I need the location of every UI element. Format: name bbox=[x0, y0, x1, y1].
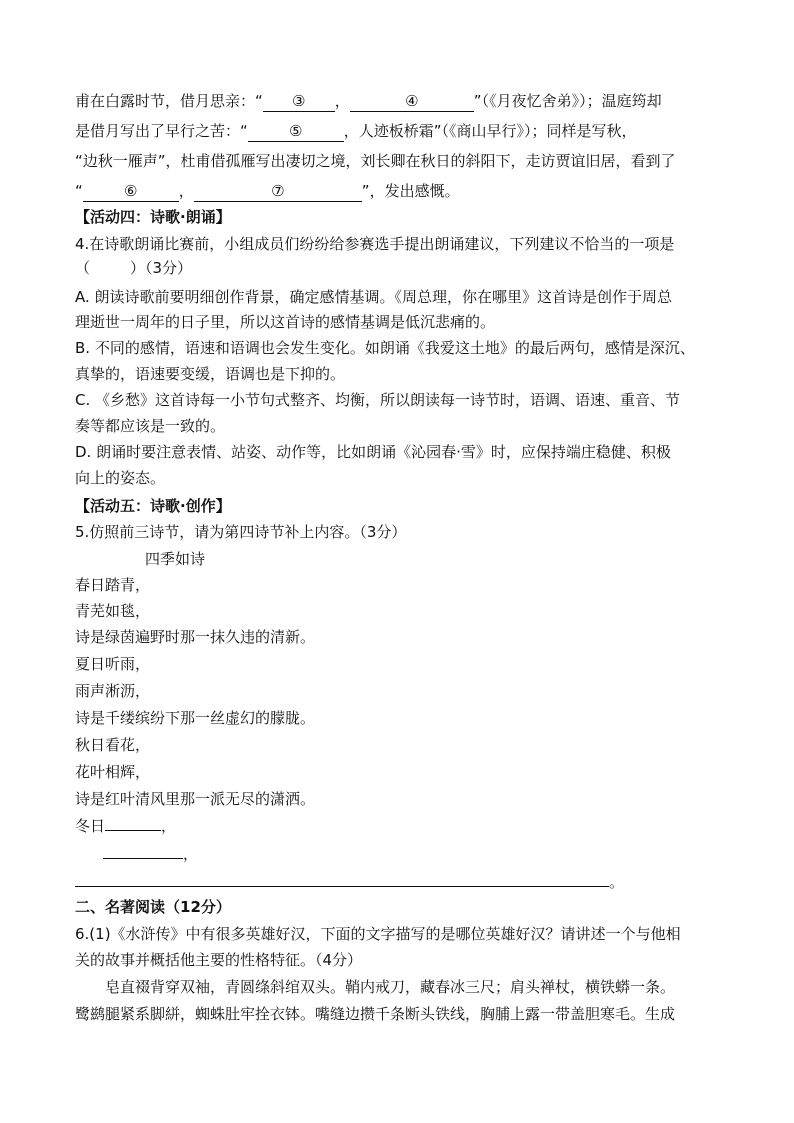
poem-line: 诗是红叶清风里那一派无尽的潇洒。 bbox=[75, 790, 316, 808]
text: 是借月写出了早行之苦：“ bbox=[75, 122, 248, 140]
option-c-line1: C. 《乡愁》这首诗每一小节句式整齐、均衡，所以朗读每一诗节时，语调、语速、重音、节 bbox=[75, 391, 681, 409]
winter-blank-1[interactable] bbox=[105, 830, 161, 831]
blank-7[interactable] bbox=[194, 181, 362, 202]
blank-4[interactable] bbox=[350, 91, 474, 112]
blank-6[interactable] bbox=[83, 181, 179, 202]
text-line bbox=[75, 88, 662, 114]
question-6-line1: 6.(1)《水浒传》中有很多英雄好汉，下面的文字描写的是哪位英雄好汉？请讲述一个与他相 bbox=[75, 925, 681, 943]
blank-3[interactable] bbox=[263, 91, 335, 112]
text: ， bbox=[183, 845, 199, 863]
poem-line: 诗是千缕缤纷下那一丝虚幻的朦胧。 bbox=[75, 709, 316, 727]
poem-line: 春日踏青， bbox=[75, 576, 151, 594]
text: ， bbox=[178, 182, 194, 200]
passage-line1: 皂直裰背穿双袖，青圆绦斜绾双头。鞘内戒刀，藏春冰三尺；肩头禅杖，横铁蟒一条。 bbox=[105, 978, 676, 996]
text: 。 bbox=[609, 873, 625, 891]
question-6-line2: 关的故事并概括他主要的性格特征。（4分） bbox=[75, 951, 363, 969]
question-5: 5.仿照前三诗节，请为第四诗节补上内容。（3分） bbox=[75, 523, 407, 541]
poem-line: 秋日看花， bbox=[75, 736, 151, 754]
blank-marker: ⑦ bbox=[271, 182, 285, 200]
poem-line: 雨声淅沥， bbox=[75, 682, 151, 700]
option-a-line2: 理逝世一周年的日子里，所以这首诗的感情基调是低沉悲痛的。 bbox=[75, 313, 496, 331]
text-line bbox=[75, 148, 676, 174]
paren-open: （ bbox=[75, 259, 91, 277]
option-b-line2: 真挚的，语速要变缓，语调也是下抑的。 bbox=[75, 365, 346, 383]
winter-line bbox=[75, 813, 176, 839]
text-line bbox=[75, 118, 637, 144]
winter-line-2 bbox=[103, 841, 198, 867]
option-b-line1: B. 不同的感情，语速和语调也会发生变化。如朗诵《我爱这土地》的最后两句，感情是深沉、 bbox=[75, 339, 695, 357]
blank-marker: ⑥ bbox=[124, 182, 138, 200]
text: ”（《月夜忆舍弟》）；温庭筠却 bbox=[473, 92, 662, 110]
poem-line: 夏日听雨， bbox=[75, 655, 151, 673]
option-c-line2: 奏等都应该是一致的。 bbox=[75, 417, 226, 435]
poem-title: 四季如诗 bbox=[145, 550, 206, 568]
activity-5-heading: 【活动五：诗歌·创作】 bbox=[75, 497, 231, 515]
poem-line: 花叶相辉， bbox=[75, 763, 151, 781]
text-line bbox=[75, 178, 460, 204]
blank-5[interactable] bbox=[248, 121, 344, 142]
option-a-line1: A. 朗读诗歌前要明细创作背景，确定感情基调。《周总理，你在哪里》这首诗是创作于周总 bbox=[75, 288, 673, 306]
text: “ bbox=[75, 182, 83, 200]
blank-marker: ④ bbox=[405, 92, 419, 110]
text: ， bbox=[161, 817, 177, 835]
question-4-answer-line bbox=[75, 255, 192, 281]
winter-blank-3[interactable] bbox=[75, 886, 609, 887]
score-text: ）（3分） bbox=[130, 259, 193, 277]
text: ， bbox=[334, 92, 350, 110]
winter-blank-2[interactable] bbox=[103, 858, 183, 859]
activity-4-heading: 【活动四：诗歌·朗诵】 bbox=[75, 208, 231, 226]
text: 甫在白露时节，借月思亲：“ bbox=[75, 92, 263, 110]
blank-marker: ③ bbox=[292, 92, 306, 110]
poem-line: 诗是绿茵遍野时那一抹久违的清新。 bbox=[75, 628, 316, 646]
question-4: 4.在诗歌朗诵比赛前，小组成员们纷纷给参赛选手提出朗诵建议，下列建议不恰当的一项是 bbox=[75, 235, 675, 253]
option-d-line2: 向上的姿态。 bbox=[75, 469, 166, 487]
section-2-heading: 二、名著阅读（12分） bbox=[75, 898, 231, 916]
winter-line-3 bbox=[75, 869, 624, 895]
blank-marker: ⑤ bbox=[289, 122, 303, 140]
text: “边秋一雁声”，杜甫借孤雁写出凄切之境，刘长卿在秋日的斜阳下，走访贾谊旧居，看到了 bbox=[75, 152, 676, 170]
passage-line2: 鹭鹚腿紧系脚絣，蜘蛛肚牢拴衣钵。嘴缝边攒千条断头铁线，胸脯上露一带盖胆寒毛。生成 bbox=[75, 1005, 676, 1023]
text: ”，发出感慨。 bbox=[361, 182, 460, 200]
text: 冬日 bbox=[75, 817, 106, 835]
poem-line: 青芜如毯， bbox=[75, 602, 151, 620]
text: ，人迹板桥霜”（《商山早行》）；同样是写秋， bbox=[343, 122, 637, 140]
option-d-line1: D. 朗诵时要注意表情、站姿、动作等，比如朗诵《沁园春·雪》时，应保持端庄稳健、积极 bbox=[75, 443, 671, 461]
